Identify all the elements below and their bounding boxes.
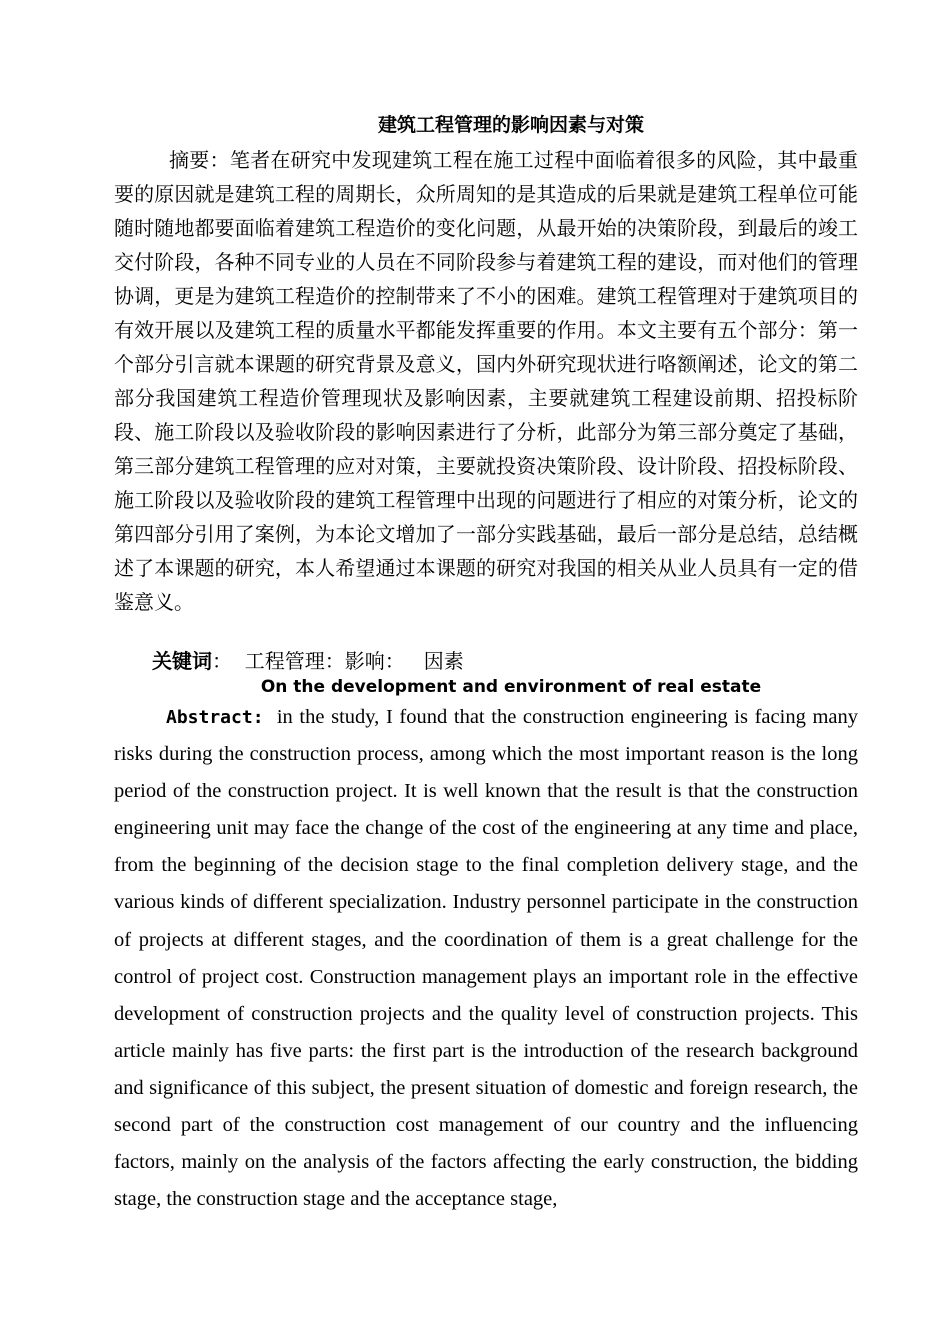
chinese-abstract-label: 摘要： bbox=[169, 148, 230, 172]
english-abstract-text: in the study, I found that the construction engineering is facing many risks during the construction process, among which the most important reason is the long period of the construction project. It is well known that the result is that the construction engineering unit may face the change of the cost of the engineering at any time and place, from the beginning of the decision stage to the final completion delivery stage, and the various kinds of different specialization. Industry personnel participate in the construction of projects at different stages, and the coordination of them is a great challenge for the control of project cost. Construction management plays an important role in the effective development of construction projects and the quality level of construction projects. This article mainly has five parts: the first part is the introduction of the research background and significance of this subject, the present situation of domestic and foreign research, the second part of the construction cost management of our country and the influencing factors, mainly on the analysis of the factors affecting the early construction, the bidding stage, the construction stage and the acceptance stage, bbox=[114, 706, 859, 1211]
chinese-title: 建筑工程管理的影响因素与对策 bbox=[377, 114, 644, 136]
chinese-keywords bbox=[152, 645, 852, 677]
chinese-keywords-text: ： 工程管理：影响： 因素 bbox=[212, 649, 464, 673]
english-abstract bbox=[114, 699, 858, 1218]
chinese-keywords-label: 关键词 bbox=[152, 649, 212, 673]
english-title: On the development and environment of real estate bbox=[260, 677, 762, 697]
chinese-abstract bbox=[114, 143, 858, 619]
english-abstract-label: Abstract: bbox=[166, 707, 264, 728]
chinese-abstract-text: 笔者在研究中发现建筑工程在施工过程中面临着很多的风险，其中最重要的原因就是建筑工程的周期长，众所周知的是其造成的后果就是建筑工程单位可能随时随地都要面临着建筑工程造价的变化问题，从最开始的决策阶段，到最后的竣工交付阶段，各种不同专业的人员在不同阶段参与着建筑工程的建设，而对他们的管理协调，更是为建筑工程造价的控制带来了不小的困难。建筑工程管理对于建筑项目的有效开展以及建筑工程的质量水平都能发挥重要的作用。本文主要有五个部分：第一个部分引言就本课题的研究背景及意义，国内外研究现状进行咯额阐述，论文的第二部分我国建筑工程造价管理现状及影响因素，主要就建筑工程建设前期、招投标阶段、施工阶段以及验收阶段的影响因素进行了分析，此部分为第三部分奠定了基础，第三部分建筑工程管理的应对对策，主要就投资决策阶段、设计阶段、招投标阶段、施工阶段以及验收阶段的建筑工程管理中出现的问题进行了相应的对策分析，论文的第四部分引用了案例，为本论文增加了一部分实践基础，最后一部分是总结，总结概述了本课题的研究，本人希望通过本课题的研究对我国的相关从业人员具有一定的借鉴意义。 bbox=[114, 148, 859, 614]
